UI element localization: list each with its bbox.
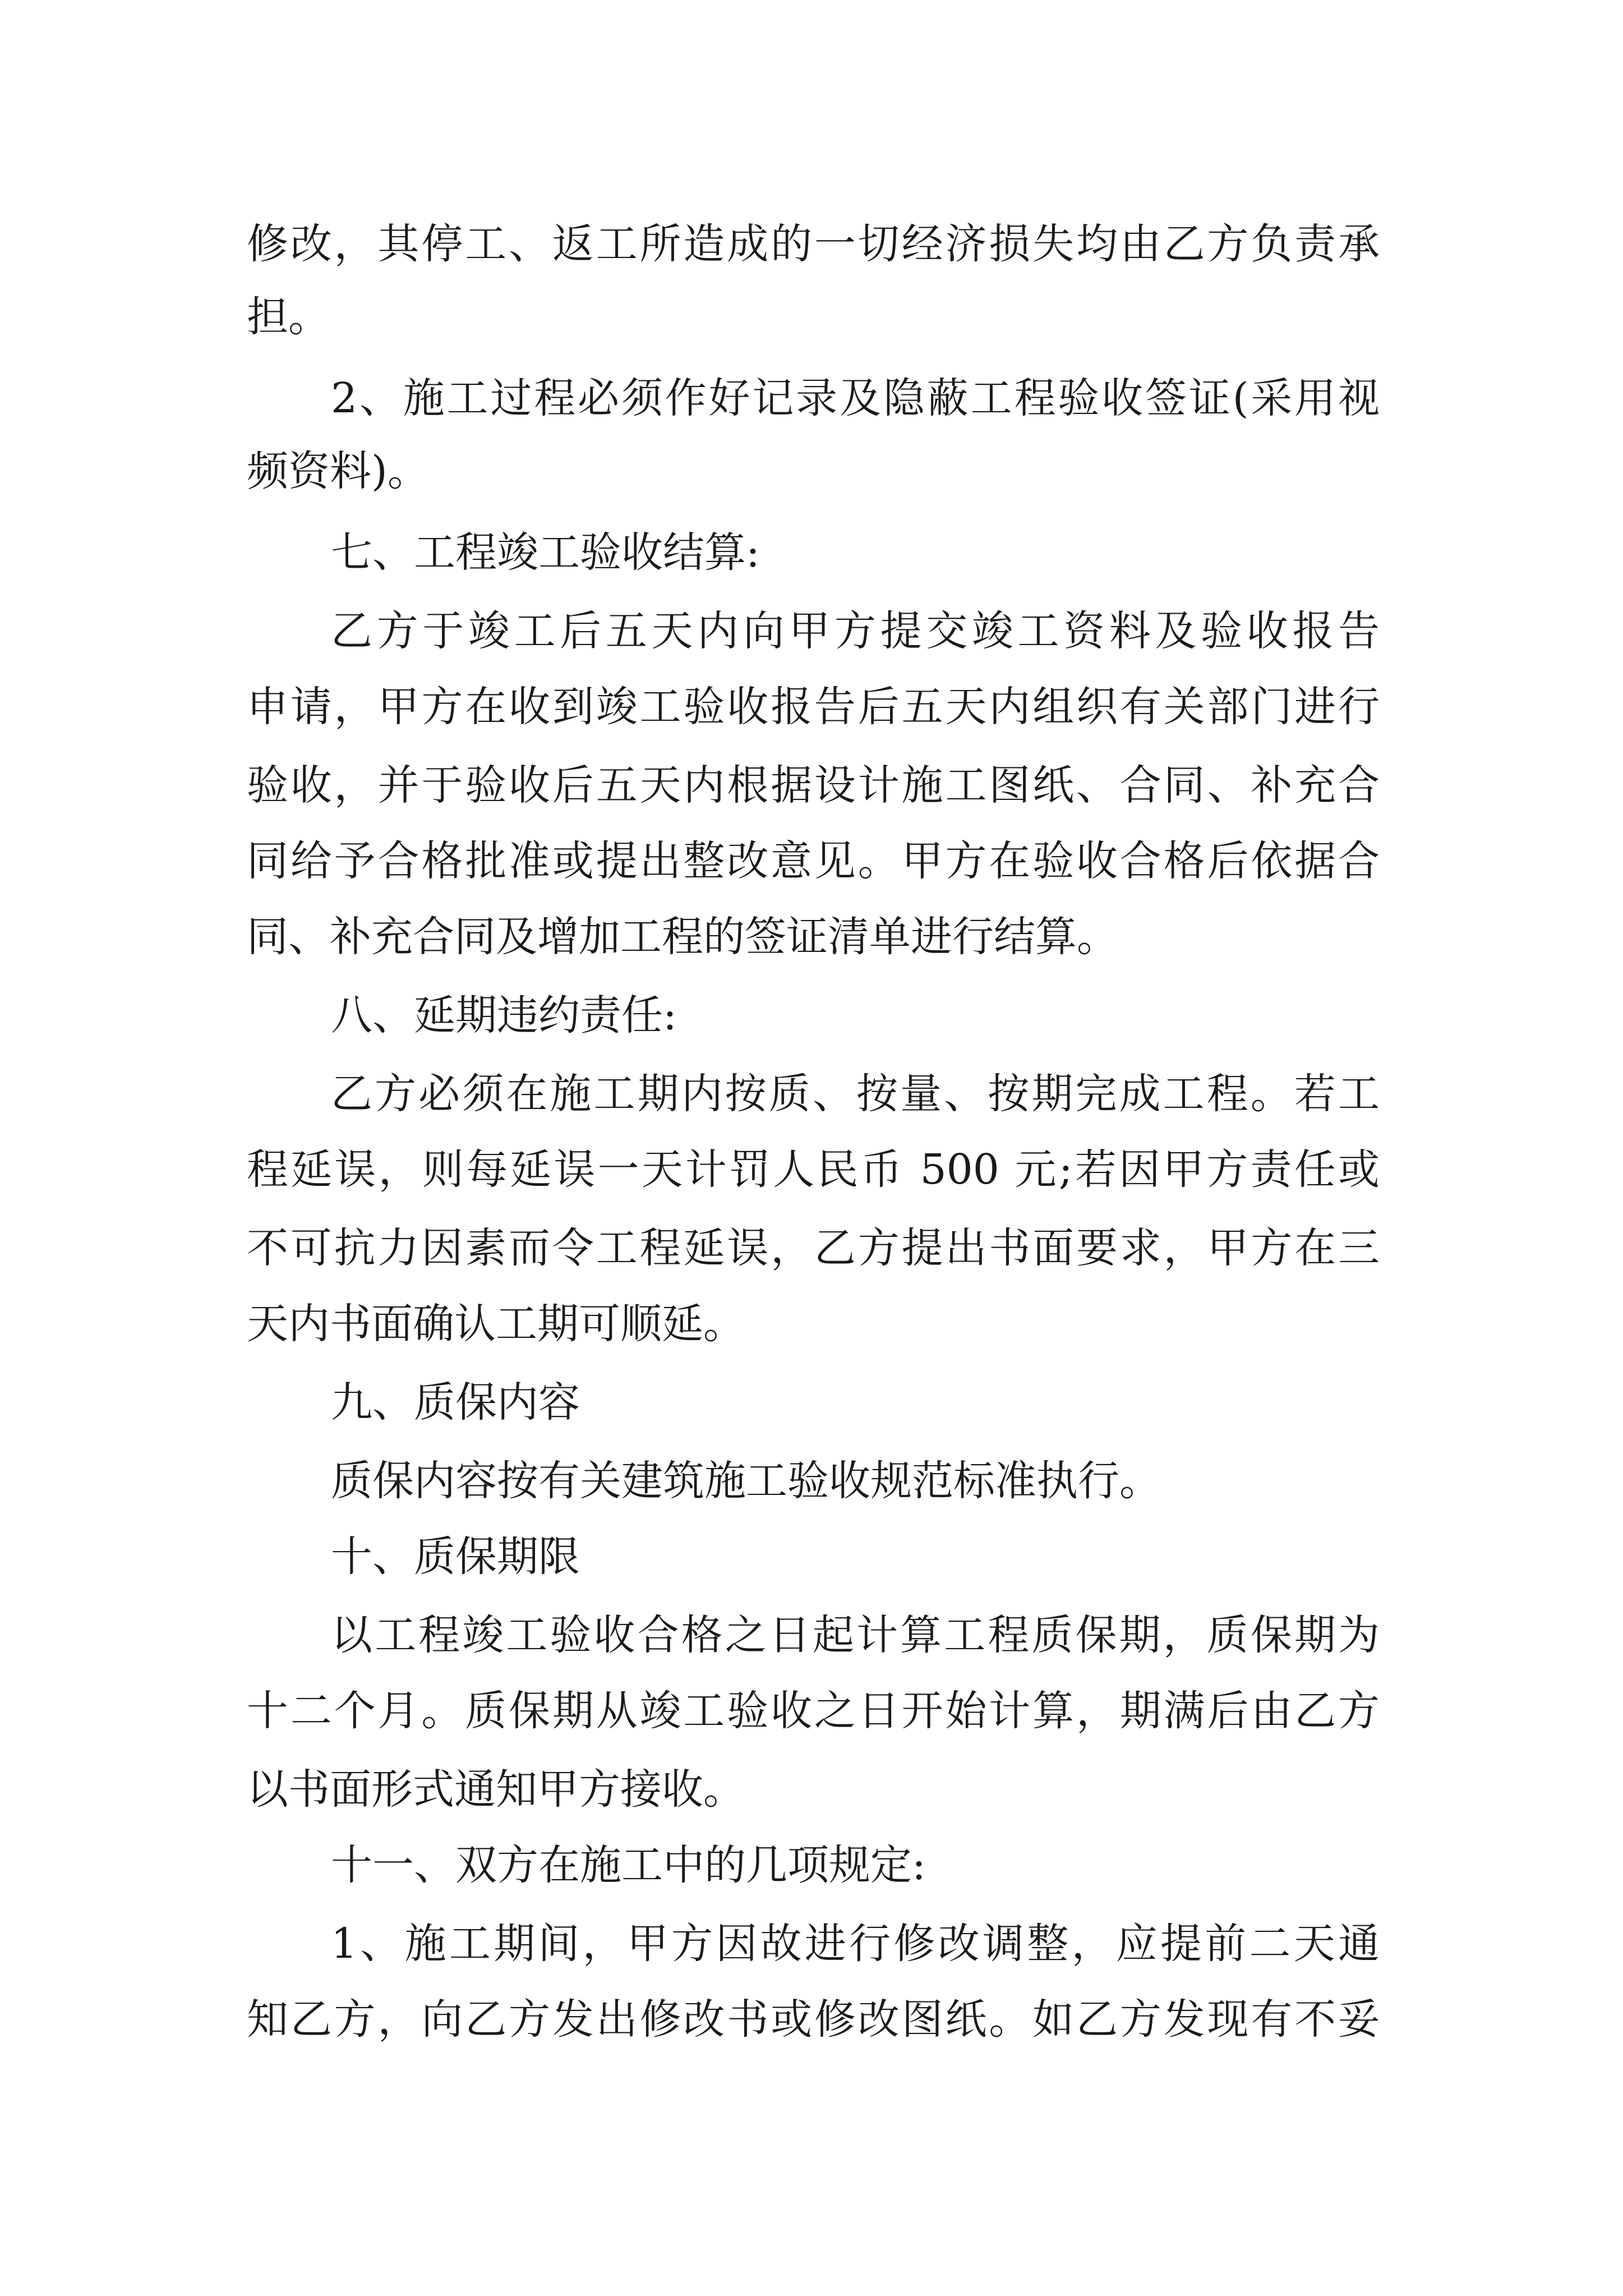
section-heading: 七、工程竣工验收结算:	[331, 528, 760, 577]
body-text-line: 乙方于竣工后五天内向甲方提交竣工资料及验收报告	[331, 607, 1380, 655]
body-text-line: 不可抗力因素而令工程延误，乙方提出书面要求，甲方在三	[247, 1224, 1380, 1272]
body-text-line: 频资料)。	[247, 447, 429, 495]
section-heading: 十、质保期限	[331, 1533, 580, 1581]
body-text-line: 担。	[247, 293, 330, 341]
body-text-line: 修改，其停工、返工所造成的一切经济损失均由乙方负责承	[247, 220, 1380, 268]
body-text-line: 申请，甲方在收到竣工验收报告后五天内组织有关部门进行	[247, 683, 1380, 731]
section-heading: 八、延期违约责任:	[331, 991, 677, 1039]
body-text-line: 1、施工期间，甲方因故进行修改调整，应提前二天通	[331, 1920, 1380, 1968]
body-text-line: 验收，并于验收后五天内根据设计施工图纸、合同、补充合	[247, 761, 1380, 809]
body-text-line: 质保内容按有关建筑施工验收规范标准执行。	[331, 1457, 1161, 1505]
body-text-line: 十二个月。质保期从竣工验收之日开始计算，期满后由乙方	[247, 1687, 1380, 1735]
body-text-line: 天内书面确认工期可顺延。	[247, 1300, 745, 1348]
section-heading: 九、质保内容	[331, 1378, 580, 1427]
body-text-line: 同给予合格批准或提出整改意见。甲方在验收合格后依据合	[247, 837, 1380, 885]
body-text-line: 以书面形式通知甲方接收。	[247, 1765, 745, 1814]
body-text-line: 程延误，则每延误一天计罚人民币 500 元;若因甲方责任或	[247, 1145, 1380, 1194]
body-text-line: 知乙方，向乙方发出修改书或修改图纸。如乙方发现有不妥	[247, 1995, 1380, 2044]
body-text-line: 2、施工过程必须作好记录及隐蔽工程验收签证(采用视	[331, 374, 1380, 422]
body-text-line: 以工程竣工验收合格之日起计算工程质保期，质保期为	[331, 1611, 1380, 1659]
body-text-line: 乙方必须在施工期内按质、按量、按期完成工程。若工	[331, 1070, 1380, 1118]
section-heading: 十一、双方在施工中的几项规定:	[331, 1841, 926, 1889]
body-text-line: 同、补充合同及增加工程的签证清单进行结算。	[247, 913, 1118, 961]
